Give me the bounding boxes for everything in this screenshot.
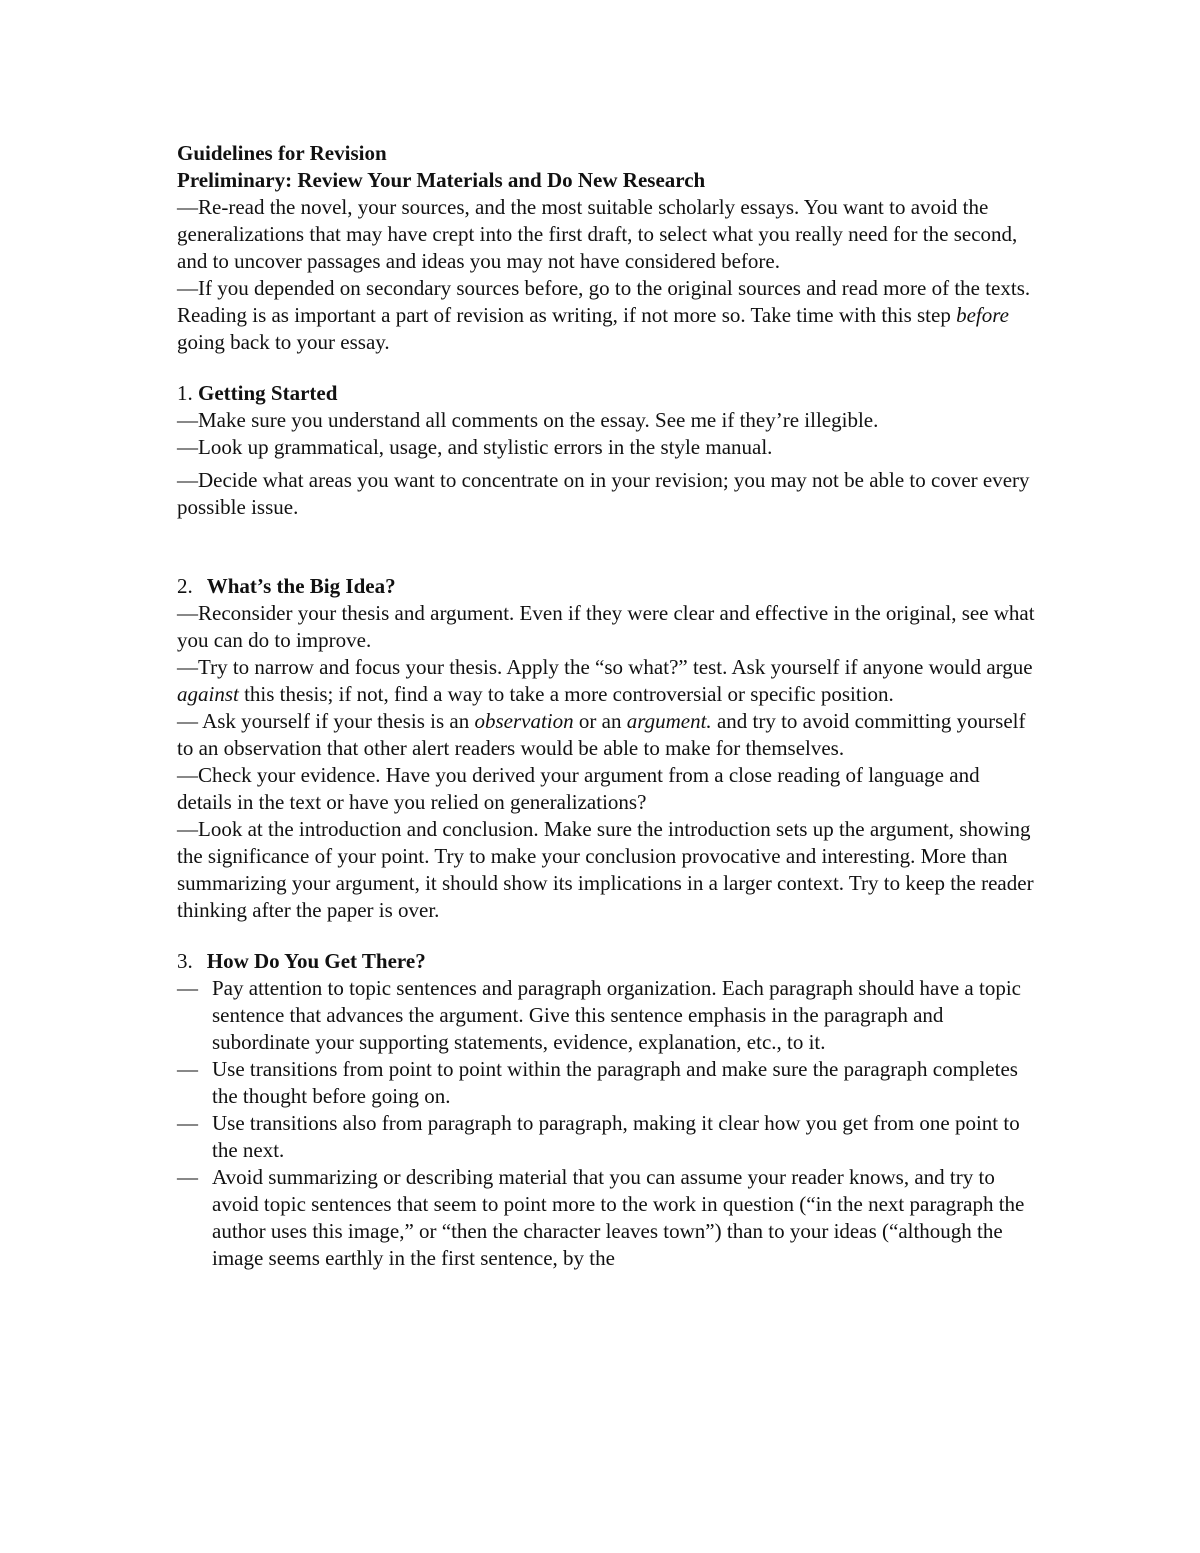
section-2-item: —Reconsider your thesis and argument. Even if they were clear and effective in the original, see what you can do to improve.: [177, 601, 1035, 652]
section-3-item-text: Use transitions also from paragraph to paragraph, making it clear how you get from one point to the next.: [212, 1111, 1020, 1162]
section-3-item: [177, 1164, 1037, 1272]
section-3-title: How Do You Get There?: [206, 949, 426, 973]
section-2-item-text: or an: [573, 709, 627, 733]
section-2-item-text: —Try to narrow and focus your thesis. Apply the “so what?” test. Ask yourself if anyone would argue: [177, 655, 1033, 679]
section-3-item: [177, 975, 1037, 1056]
section-1-number: 1.: [177, 381, 193, 405]
section-2-item-emphasis: against: [177, 682, 239, 706]
preliminary-paragraph-2: [177, 275, 1037, 356]
spacer: [177, 521, 1037, 573]
section-1-item: —Make sure you understand all comments on the essay. See me if they’re illegible.: [177, 408, 879, 432]
section-2-item-emphasis: observation: [474, 709, 574, 733]
section-2-item-emphasis: argument.: [626, 709, 712, 733]
document-page: [177, 140, 1037, 1272]
section-2-item: —Check your evidence. Have you derived your argument from a close reading of language and details in the text or have you relied on generalizations?: [177, 763, 980, 814]
preliminary-paragraph-2-emphasis: before: [956, 303, 1009, 327]
em-dash-bullet: —: [177, 976, 198, 1000]
section-3-item: [177, 1110, 1037, 1164]
section-2-item-text: — Ask yourself if your thesis is an: [177, 709, 475, 733]
section-2-item: [177, 654, 1037, 708]
section-2-item-tail: and try to avoid committing yourself to an observation that other alert readers would be able to make for themselves.: [177, 709, 1026, 760]
section-3-item-text: Pay attention to topic sentences and paragraph organization. Each paragraph should have a topic sentence that advances the argument. Give this sentence emphasis in the paragraph and subordinate your supporting statements, evidence, explanation, etc., to it.: [212, 976, 1021, 1054]
section-2-heading: [177, 573, 1037, 600]
em-dash-bullet: —: [177, 1057, 198, 1081]
section-3-item: [177, 1056, 1037, 1110]
section-2-item: [177, 708, 1037, 762]
section-2-item-tail: this thesis; if not, find a way to take a more controversial or specific position.: [238, 682, 894, 706]
spacer: [177, 924, 1037, 948]
document-title: Guidelines for Revision: [177, 141, 387, 165]
section-2-item: —Look at the introduction and conclusion. Make sure the introduction sets up the argument, showing the significance of your point. Try to make your conclusion provocative and interesting. More than summarizing your argument, it should show its implications in a larger context. Try to keep the reader thinking after the paper is over.: [177, 817, 1034, 922]
section-1-item: —Look up grammatical, usage, and stylistic errors in the style manual.: [177, 435, 773, 459]
spacer: [177, 356, 1037, 380]
section-1-heading: [177, 380, 1037, 407]
section-1-title: Getting Started: [198, 381, 338, 405]
section-1-item: —Decide what areas you want to concentrate on in your revision; you may not be able to cover every possible issue.: [177, 468, 1030, 519]
preliminary-heading: Preliminary: Review Your Materials and Do New Research: [177, 168, 706, 192]
section-3-number: 3.: [177, 949, 193, 973]
preliminary-paragraph-2-text: —If you depended on secondary sources before, go to the original sources and read more of the texts. Reading is as important a part of revision as writing, if not more so. Take time with this step: [177, 276, 1031, 327]
preliminary-paragraph-1: —Re-read the novel, your sources, and the most suitable scholarly essays. You want to avoid the generalizations that may have crept into the first draft, to select what you really need for the second, and to uncover passages and ideas you may not have considered before.: [177, 195, 1018, 273]
em-dash-bullet: —: [177, 1111, 198, 1135]
section-2-number: 2.: [177, 574, 193, 598]
em-dash-bullet: —: [177, 1165, 198, 1189]
section-3-heading: [177, 948, 1037, 975]
section-3-item-text: Use transitions from point to point within the paragraph and make sure the paragraph completes the thought before going on.: [212, 1057, 1018, 1108]
preliminary-paragraph-2-tail: going back to your essay.: [177, 330, 390, 354]
section-3-item-text: Avoid summarizing or describing material that you can assume your reader knows, and try to avoid topic sentences that seem to point more to the work in question (“in the next paragraph the author uses this image,” or “then the character leaves town”) than to your ideas (“although the image seems earthly in the first sentence, by the: [212, 1165, 1025, 1270]
section-2-title: What’s the Big Idea?: [206, 574, 396, 598]
